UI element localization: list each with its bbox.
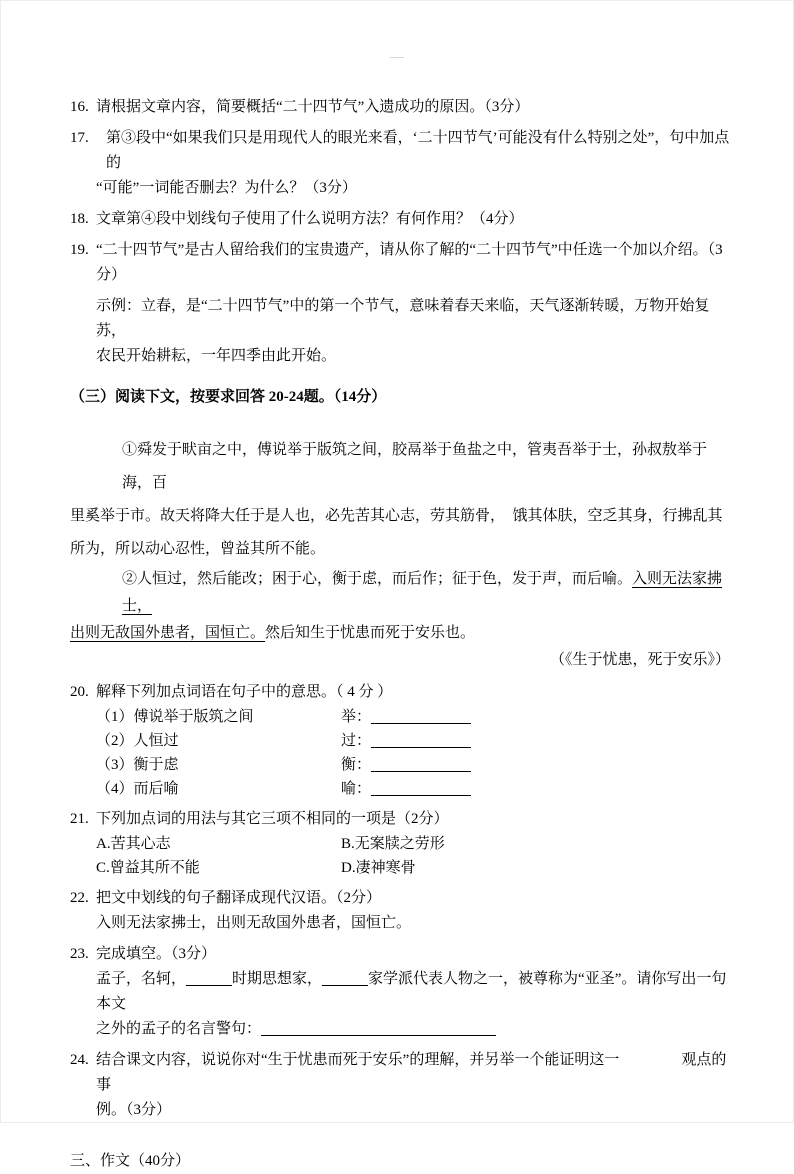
question-24-number: 24.	[70, 1052, 89, 1068]
passage-source-attribution: （《生于忧患，死于安乐》）	[549, 652, 730, 668]
question-20	[70, 680, 730, 801]
option-b: B.无案牍之劳形	[341, 836, 445, 852]
question-17-text	[96, 126, 730, 201]
question-23-title: 完成填空。（3分）	[96, 946, 217, 962]
passage-p1-line-2: 里奚举于市。故天将降大任于是人也，必先苦其心志，劳其筋骨， 饿其体肤，空乏其身，行拂乱其	[70, 508, 723, 524]
passage-underlined-segment-1: 入则无法家拂士，	[122, 571, 723, 614]
reading-passage	[70, 434, 730, 674]
item-label: 衡：	[341, 757, 372, 773]
item-label: 举：	[341, 709, 372, 725]
question-19-line-2: 分）	[96, 267, 127, 283]
question-22-text	[96, 886, 730, 936]
option-c: C.曾益其所不能	[96, 860, 200, 876]
question-20-title: 解释下列加点词语在句子中的意思。（ 4 分 ）	[96, 684, 393, 700]
question-22-sentence: 入则无法家拂士，出则无敌国外患者，国恒亡。	[96, 915, 412, 931]
item-phrase: （3）衡于虑	[96, 757, 179, 773]
question-23-fill-line-1	[96, 967, 730, 1017]
item-phrase: （4）而后喻	[96, 781, 179, 797]
question-19-text	[96, 238, 730, 369]
question-24-segment-1: 结合课文内容，说说你对“生于忧患而死于安乐”的理解，并另举一个能证明这一	[96, 1052, 620, 1068]
question-22-number: 22.	[70, 890, 89, 906]
question-23-text	[96, 942, 730, 1042]
question-20-number: 20.	[70, 684, 89, 700]
question-24-segment-2: 观点的事	[96, 1052, 727, 1093]
option-a: A.苦其心志	[96, 836, 171, 852]
question-20-item-3	[96, 753, 730, 777]
item-phrase: （1）傅说举于版筑之间	[96, 709, 254, 725]
question-19-number: 19.	[70, 242, 89, 258]
fill-segment-1: 孟子，名轲，	[96, 971, 187, 987]
question-19-line-1: “二十四节气”是古人留给我们的宝贵遗产，请从你了解的“二十四节气”中任选一个加以介绍。（3	[96, 242, 723, 258]
answer-blank-line	[322, 972, 368, 986]
question-19-example-line-1: 示例：立春，是“二十四节气”中的第一个节气，意味着春天来临，天气逐渐转暖，万物开始复苏，	[96, 298, 710, 339]
question-21	[70, 807, 730, 880]
answer-blank-line	[371, 710, 471, 724]
question-18-text	[96, 207, 730, 232]
section-3-heading: （三）阅读下文，按要求回答 20-24题。（14分）	[70, 389, 387, 405]
section-composition-heading: 三、作文（40分）	[70, 1153, 191, 1169]
question-21-number: 21.	[70, 811, 89, 827]
question-20-item-1	[96, 705, 730, 729]
question-16-line-1: 请根据文章内容，简要概括“二十四节气”入遗成功的原因。（3分）	[96, 99, 530, 115]
item-phrase: （2）人恒过	[96, 733, 179, 749]
question-21-options-row-1	[96, 832, 730, 856]
question-21-title: 下列加点词的用法与其它三项不相同的一项是（2分）	[96, 811, 449, 827]
answer-blank-line	[371, 758, 471, 772]
question-24-line-1	[96, 1048, 730, 1098]
question-17-number: 17.	[70, 130, 89, 146]
question-17-line-2: “可能”一词能否删去？为什么？（3分）	[96, 180, 357, 196]
header-mark	[390, 57, 404, 58]
passage-p1-line-1: ①舜发于畎亩之中，傅说举于版筑之间，胶鬲举于鱼盐之中，管夷吾举于士，孙叔敖举于海，百	[122, 442, 708, 491]
fill-segment-4: 之外的孟子的名言警句：	[96, 1021, 262, 1037]
question-19	[70, 238, 730, 369]
question-16-number: 16.	[70, 99, 89, 115]
answer-blank-line	[186, 972, 232, 986]
passage-p2-normal-text: ②人恒过，然后能改；困于心，衡于虑，而后作；征于色，发于声，而后喻。	[122, 571, 633, 587]
question-22-title: 把文中划线的句子翻译成现代汉语。（2分）	[96, 890, 382, 906]
question-20-item-2	[96, 729, 730, 753]
question-24-text	[96, 1048, 730, 1123]
passage-p1-line-3: 所为，所以动心忍性，曾益其所不能。	[70, 541, 326, 557]
question-21-options-row-2	[96, 856, 730, 880]
question-16-text	[96, 95, 730, 120]
item-label: 喻：	[341, 781, 372, 797]
fill-segment-3: 家学派代表人物之一，被尊称为“亚圣”。请你写出一句本文	[96, 971, 727, 1012]
question-17	[70, 126, 730, 201]
question-18-number: 18.	[70, 211, 89, 227]
answer-blank-line	[371, 734, 471, 748]
passage-p2-line-1	[70, 566, 730, 620]
question-20-item-4	[96, 777, 730, 801]
passage-p2-closing-text: 然后知生于忧患而死于安乐也。	[265, 625, 476, 641]
question-22	[70, 886, 730, 936]
question-24-line-2: 例。（3分）	[96, 1102, 172, 1118]
answer-blank-line	[261, 1022, 496, 1036]
fill-segment-2: 时期思想家，	[232, 971, 323, 987]
question-16	[70, 95, 730, 120]
question-18	[70, 207, 730, 232]
passage-p2-line-2	[70, 620, 730, 647]
question-24	[70, 1048, 730, 1123]
answer-blank-line	[371, 782, 471, 796]
option-d: D.凄神寒骨	[341, 860, 416, 876]
question-17-line-1: 第③段中“如果我们只是用现代人的眼光来看，‘二十四节气’可能没有什么特别之处”，句中加点的	[106, 130, 730, 171]
question-23-fill-line-2	[96, 1017, 730, 1042]
question-19-example-line-2: 农民开始耕耘，一年四季由此开始。	[96, 348, 337, 364]
question-23-number: 23.	[70, 946, 89, 962]
item-label: 过：	[341, 733, 372, 749]
question-18-line-1: 文章第④段中划线句子使用了什么说明方法？有何作用？（4分）	[96, 211, 524, 227]
passage-underlined-segment-2: 出则无敌国外患者，国恒亡。	[70, 625, 266, 641]
question-23	[70, 942, 730, 1042]
question-21-text	[96, 807, 730, 880]
question-20-text	[96, 680, 730, 801]
